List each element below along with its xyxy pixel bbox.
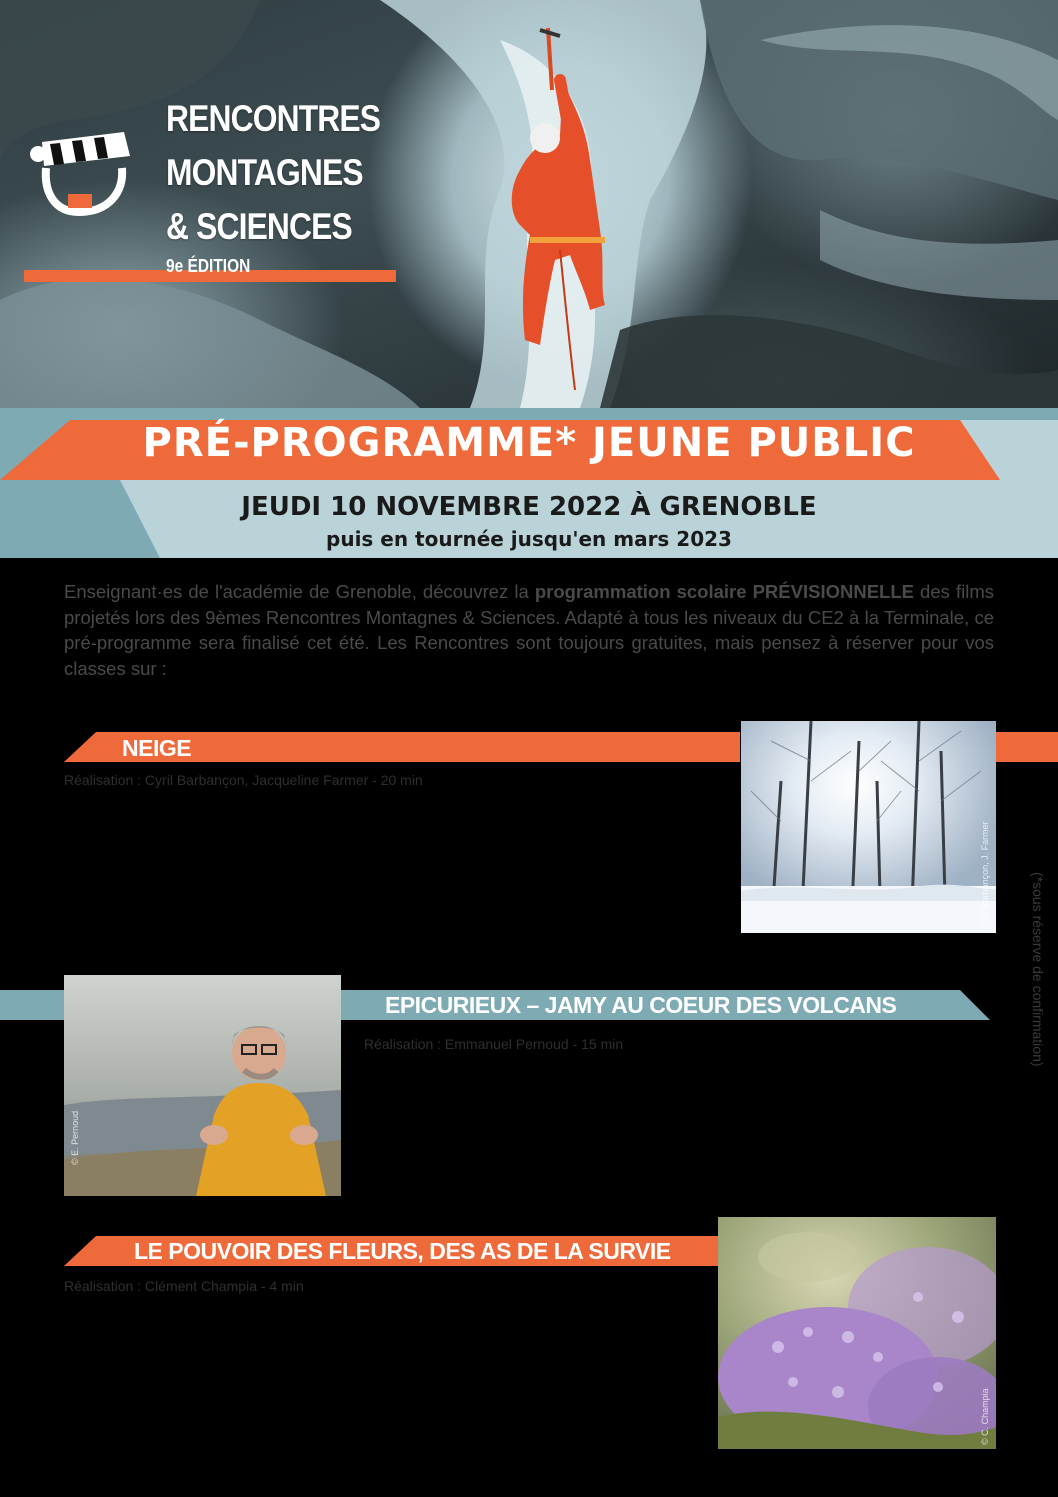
- logo-line-2: MONTAGNES: [166, 152, 363, 193]
- page-title: PRÉ-PROGRAMME* JEUNE PUBLIC: [142, 420, 916, 466]
- intro-paragraph: [64, 579, 994, 681]
- snowy-forest-image: [741, 721, 996, 933]
- intro-text-1: Enseignant·es de l'académie de Grenoble, découvrez la: [64, 581, 535, 602]
- intro-bold: programmation scolaire PRÉVISIONNELLE: [534, 581, 914, 602]
- film-1-credit: Réalisation : Cyril Barbançon, Jacqueline Farmer - 20 min: [64, 772, 423, 788]
- film-2-photo-credit: © E. Pernoud: [70, 1110, 80, 1165]
- film-2-credit: Réalisation : Emmanuel Pernoud - 15 min: [364, 1036, 624, 1052]
- film-2-title: EPICURIEUX – JAMY AU COEUR DES VOLCANS: [385, 992, 897, 1018]
- film-1-photo: [741, 721, 996, 933]
- tour-dates: puis en tournée jusqu'en mars 2023: [326, 527, 732, 551]
- film-3-title: LE POUVOIR DES FLEURS, DES AS DE LA SURVIE: [134, 1238, 671, 1264]
- event-date: JEUDI 10 NOVEMBRE 2022 À GRENOBLE: [241, 492, 817, 522]
- ice-cave-illustration: [0, 0, 1058, 408]
- film-1-title: NEIGE: [122, 735, 192, 761]
- film-3-photo: [718, 1217, 996, 1449]
- purple-flowers-image: [718, 1217, 996, 1449]
- film-3-credit: Réalisation : Clément Champia - 4 min: [64, 1278, 304, 1294]
- logo-line-1: RENCONTRES: [166, 98, 381, 139]
- edition-label: 9e ÉDITION: [166, 256, 251, 276]
- film-3-photo-credit: © C. Champia: [980, 1388, 990, 1445]
- confirmation-note: (*sous réserve de confirmation): [1030, 872, 1046, 1067]
- hero-banner: [0, 0, 1058, 408]
- event-logo-text: [166, 92, 380, 254]
- intro-text-2: des films projetés lors des 9èmes Rencontres Montagnes & Sciences. Adapté à tous les niveaux du CE2 à la Terminale, ce pré-programme sera finalisé cet été. Les Rencontres sont toujours gratuites, mais pensez à réserver pour vos classes sur :: [64, 581, 994, 679]
- carabiner-clapperboard-logo-icon: [24, 112, 134, 222]
- logo-line-3: & SCIENCES: [166, 206, 352, 247]
- film-2-photo: [64, 975, 341, 1196]
- film-1-photo-credit: © C. Barbançon, J. Farmer: [980, 821, 990, 929]
- presenter-volcano-image: [64, 975, 341, 1196]
